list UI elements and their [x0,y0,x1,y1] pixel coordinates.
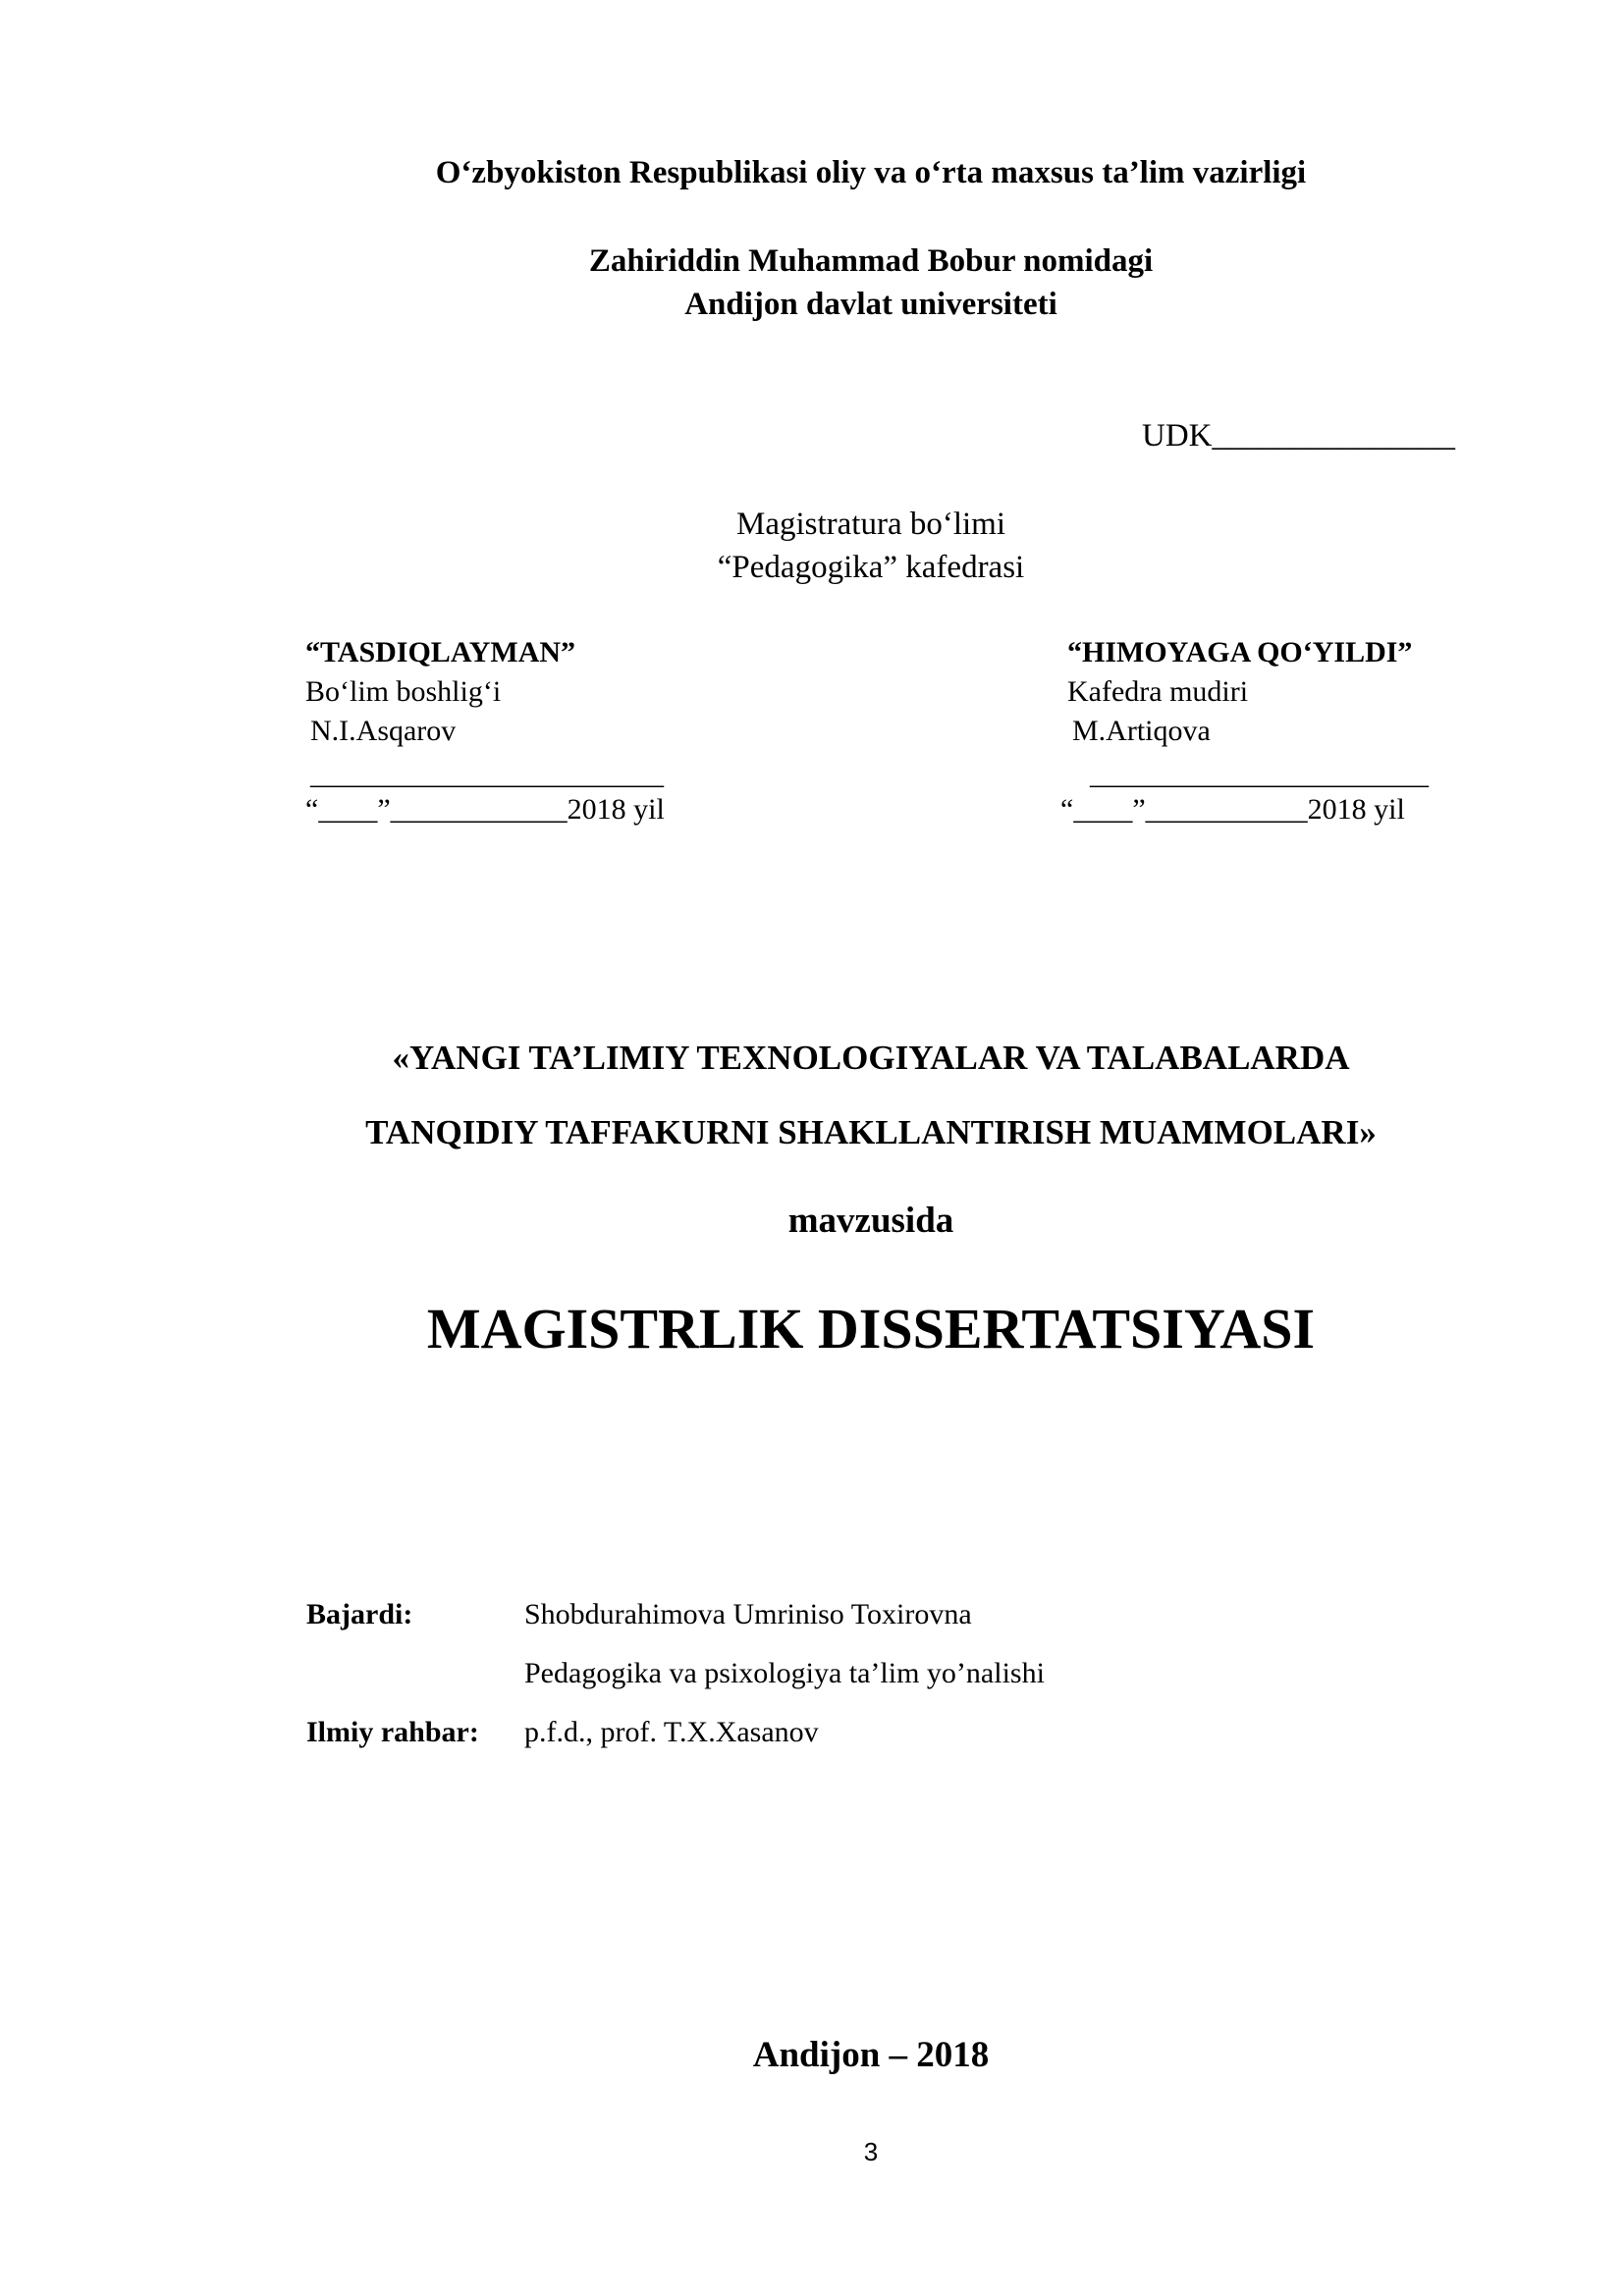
university-name-line2: Andijon davlat universiteti [684,287,1057,322]
university-name-line1: Zahiriddin Muhammad Bobur nomidagi [588,243,1154,279]
approval-right-date-line: “____”___________2018 yil [1060,793,1405,826]
topic-line2: TANQIDIY TAFFAKURNI SHAKLLANTIRISH MUAMMOLARI» [365,1113,1377,1151]
topic-suffix: mavzusida [787,1201,954,1241]
approval-left-role: Bo‘lim boshlig‘i [305,675,502,708]
approval-right-role: Kafedra mudiri [1067,675,1249,708]
page-number: 3 [863,2137,879,2166]
approval-right-name: M.Artiqova [1072,715,1211,747]
approval-left-date-line: “____”____________2018 yil [305,793,665,826]
approval-right-heading: “HIMOYAGA QO‘YILDI” [1067,636,1413,668]
udk-field: UDK_______________ [1142,418,1455,454]
ministry-name: O‘zbyokiston Respublikasi oliy va o‘rta maxsus ta’lim vazirligi [435,155,1307,190]
topic-line1: «YANGI TA’LIMIY TEXNOLOGIYALAR VA TALABALARDA [392,1039,1350,1077]
document-type-title: MAGISTRLIK DISSERTATSIYASI [426,1297,1316,1361]
approval-right-signature-line: _______________________ [1090,758,1429,790]
approval-left-signature-line: ________________________ [310,758,664,790]
specialty: Pedagogika va psixologiya ta’lim yo’nalishi [524,1657,1045,1689]
department-line2: “Pedagogika” kafedrasi [717,550,1025,585]
performer-name: Shobdurahimova Umriniso Toxirovna [524,1598,972,1630]
performer-label: Bajardi: [306,1598,413,1630]
advisor-label: Ilmiy rahbar: [306,1716,479,1748]
approval-left-heading: “TASDIQLAYMAN” [305,636,576,668]
advisor-name: p.f.d., prof. T.X.Xasanov [524,1716,819,1748]
city-year: Andijon – 2018 [752,2035,990,2075]
approval-left-name: N.I.Asqarov [310,715,457,747]
department-line1: Magistratura bo‘limi [735,507,1006,542]
